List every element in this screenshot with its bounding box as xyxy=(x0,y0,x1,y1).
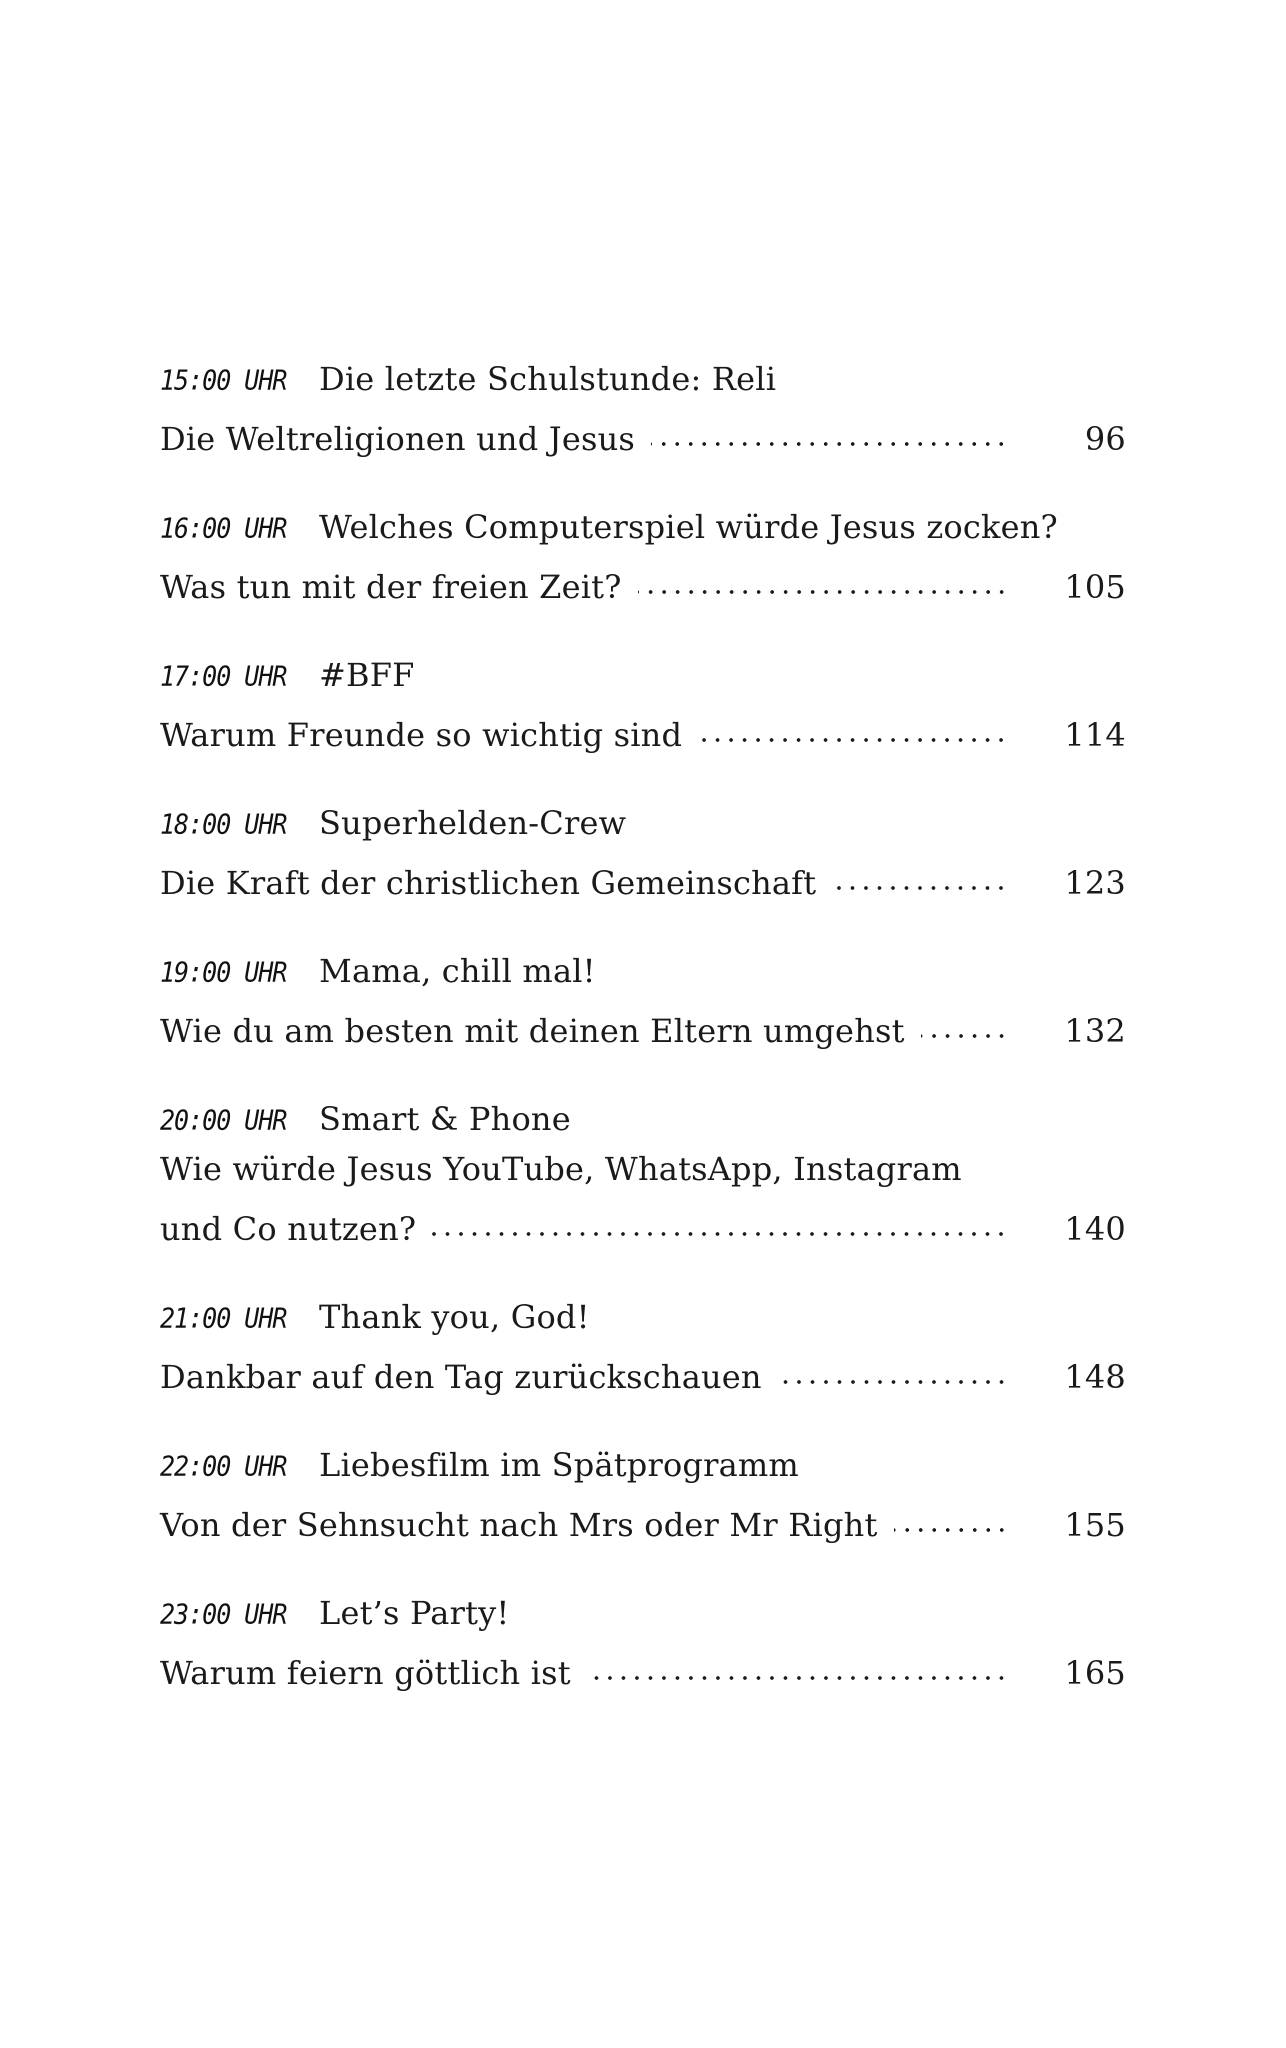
dot-leader xyxy=(587,1644,1008,1684)
toc-entry xyxy=(160,952,1126,1052)
toc-entry-time: 22:00 UHR xyxy=(160,1449,287,1482)
dot-leader-fill xyxy=(921,1033,1008,1039)
toc-entry-page-number: 132 xyxy=(1064,1012,1126,1050)
toc-entry-title: Superhelden-Crew xyxy=(319,804,627,842)
toc-entry-heading xyxy=(160,508,1126,558)
toc-entry-time: 17:00 UHR xyxy=(160,659,287,692)
toc-entry-time: 19:00 UHR xyxy=(160,955,287,988)
toc-entry-subtitle: Von der Sehnsucht nach Mrs oder Mr Right xyxy=(160,1506,878,1544)
toc-entry-time: 23:00 UHR xyxy=(160,1597,287,1630)
toc-entry-page-number: 155 xyxy=(1064,1506,1126,1544)
dot-leader-fill xyxy=(698,737,1008,743)
dot-leader xyxy=(921,1002,1008,1042)
toc-entry-subtitle: Warum Freunde so wichtig sind xyxy=(160,716,683,754)
dot-leader-fill xyxy=(778,1379,1008,1385)
toc-entry-page-number: 148 xyxy=(1064,1358,1126,1396)
dot-leader-fill xyxy=(587,1675,1008,1681)
toc-entry xyxy=(160,1298,1126,1398)
toc-entry-time: 15:00 UHR xyxy=(160,363,287,396)
toc-entry-heading xyxy=(160,1594,1126,1644)
toc-entry-title: Let’s Party! xyxy=(319,1594,510,1632)
toc-entry-leader-line xyxy=(160,1348,1126,1398)
toc-entry-page-number: 96 xyxy=(1084,420,1126,458)
toc-entry-title: #BFF xyxy=(319,656,415,694)
toc-entry-title: Liebesfilm im Spätprogramm xyxy=(319,1446,799,1484)
toc-entry-subtitle-line: Wie würde Jesus YouTube, WhatsApp, Instagram xyxy=(160,1150,962,1188)
toc-entry-page-number: 140 xyxy=(1064,1210,1126,1248)
toc-entry-leader-line xyxy=(160,410,1126,460)
dot-leader xyxy=(778,1348,1008,1388)
toc-entry xyxy=(160,1446,1126,1546)
dot-leader xyxy=(651,410,1008,450)
toc-entry-heading xyxy=(160,1298,1126,1348)
toc-entry-subtitle: Was tun mit der freien Zeit? xyxy=(160,568,622,606)
toc-entry-leader-line xyxy=(160,1496,1126,1546)
toc-entry-heading xyxy=(160,804,1126,854)
toc-entry-page-number: 114 xyxy=(1064,716,1126,754)
toc-entry xyxy=(160,508,1126,608)
dot-leader-fill xyxy=(894,1527,1009,1533)
toc-entry-leader-line xyxy=(160,558,1126,608)
toc-entry-heading xyxy=(160,952,1126,1002)
toc-entry-title: Thank you, God! xyxy=(319,1298,590,1336)
toc-entry xyxy=(160,656,1126,756)
dot-leader-fill xyxy=(651,441,1008,447)
table-of-contents xyxy=(160,360,1126,1742)
toc-entry-leader-line xyxy=(160,706,1126,756)
toc-entry-subtitle: und Co nutzen? xyxy=(160,1210,417,1248)
toc-entry-title: Mama, chill mal! xyxy=(319,952,596,990)
toc-entry-time: 21:00 UHR xyxy=(160,1301,287,1334)
toc-entry-heading xyxy=(160,1100,1126,1150)
toc-entry-time: 16:00 UHR xyxy=(160,511,287,544)
toc-entry-subtitle: Dankbar auf den Tag zurückschauen xyxy=(160,1358,762,1396)
dot-leader xyxy=(432,1200,1008,1240)
toc-entry-page-number: 123 xyxy=(1064,864,1126,902)
toc-entry-leader-line xyxy=(160,854,1126,904)
toc-entry-subtitle: Die Weltreligionen und Jesus xyxy=(160,420,636,458)
toc-entry-leader-line xyxy=(160,1002,1126,1052)
toc-entry xyxy=(160,1100,1126,1250)
toc-entry-heading xyxy=(160,360,1126,410)
toc-entry-leader-line xyxy=(160,1644,1126,1694)
toc-entry-subtitle: Warum feiern göttlich ist xyxy=(160,1654,571,1692)
toc-entry-heading xyxy=(160,1446,1126,1496)
toc-entry-title: Welches Computerspiel würde Jesus zocken? xyxy=(319,508,1058,546)
toc-entry-heading xyxy=(160,656,1126,706)
dot-leader xyxy=(832,854,1008,894)
toc-entry-page-number: 165 xyxy=(1064,1654,1126,1692)
toc-entry-leader-line xyxy=(160,1200,1126,1250)
dot-leader-fill xyxy=(832,885,1008,891)
dot-leader-fill xyxy=(638,589,1008,595)
dot-leader xyxy=(638,558,1008,598)
dot-leader xyxy=(894,1496,1009,1536)
toc-entry xyxy=(160,1594,1126,1694)
toc-entry xyxy=(160,360,1126,460)
dot-leader-fill xyxy=(432,1231,1008,1237)
toc-entry xyxy=(160,804,1126,904)
toc-entry-time: 20:00 UHR xyxy=(160,1103,287,1136)
toc-entry-time: 18:00 UHR xyxy=(160,807,287,840)
toc-entry-page-number: 105 xyxy=(1064,568,1126,606)
toc-entry-title: Smart & Phone xyxy=(319,1100,571,1138)
toc-entry-title: Die letzte Schulstunde: Reli xyxy=(319,360,777,398)
toc-entry-subtitle: Wie du am besten mit deinen Eltern umgehst xyxy=(160,1012,905,1050)
dot-leader xyxy=(698,706,1008,746)
toc-entry-subtitle: Die Kraft der christlichen Gemeinschaft xyxy=(160,864,817,902)
